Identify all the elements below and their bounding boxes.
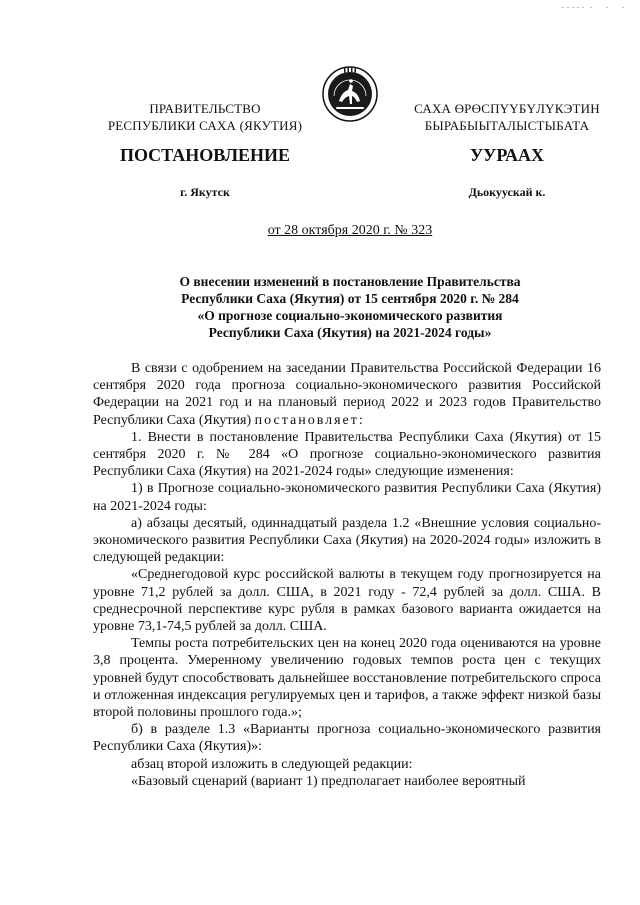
document-body — [93, 360, 601, 790]
paragraph-subitem-1: 1) в Прогнозе социально-экономического развития Республики Саха (Якутия) на 2021-2024 годы: — [93, 481, 601, 514]
header-left-russian — [100, 100, 310, 134]
paragraph-item-1: 1. Внести в постановление Правительства Республики Саха (Якутия) от 15 сентября 2020 г. № 284 «О прогнозе социально-экономического развития Республики Саха (Якутия) на 2021-2024 годы» следующие изменения: — [93, 429, 601, 480]
paragraph-base-scenario: «Базовый сценарий (вариант 1) предполагает наиболее вероятный — [131, 773, 526, 789]
header-left-line2: РЕСПУБЛИКИ САХА (ЯКУТИЯ) — [107, 118, 303, 133]
paragraph-subitem-b: б) в разделе 1.3 «Варианты прогноза социально-экономического развития Республики Саха (Якутия)»: — [93, 722, 601, 755]
doc-type-yakut: УУРААХ — [469, 145, 545, 165]
header-right-yakut — [392, 100, 622, 134]
header-left-line1: ПРАВИТЕЛЬСТВО — [149, 101, 261, 116]
title-line-3: «О прогнозе социально-экономического развития — [197, 308, 503, 323]
decree-date-number: от 28 октября 2020 г. № 323 — [267, 223, 433, 238]
paragraph-inflation-forecast: Темпы роста потребительских цен на конец 2020 года оцениваются на уровне 3,8 процента. Умеренному увеличению годовых темпов роста цен с текущих уровней будут способствовать дальнейшее восстановление потребительского спроса и отложенная индексация регулируемых цен и тарифов, а также эффект низкой базы второй половины прошлого года.»; — [93, 636, 601, 721]
preamble-text: В связи с одобрением на заседании Правительства Российской Федерации 16 сентября 2020 года прогноза социально-экономического развития Российской Федерации на 2021 год и на плановый период 2022 и 2023 годов Правительство Республики Саха (Якутия) — [93, 361, 601, 428]
paragraph-second-abzac: абзац второй изложить в следующей редакции: — [131, 756, 413, 772]
header-right-line1: САХА ӨРӨСПҮҮБҮЛҮКЭТИН — [414, 101, 600, 116]
document-title — [120, 273, 580, 341]
title-line-2: Республики Саха (Якутия) от 15 сентября 2020 г. № 284 — [181, 291, 519, 306]
coat-of-arms-icon — [322, 66, 378, 122]
scan-artifact-marks — [562, 6, 628, 10]
resolves-word: постановляет: — [254, 412, 365, 428]
title-line-4: Республики Саха (Якутия) на 2021-2024 годы» — [208, 325, 492, 340]
header-right-line2: БЫРАБЫЫТАЛЫСТЫБАТА — [424, 118, 590, 133]
city-russian: г. Якутск — [180, 185, 230, 199]
paragraph-subitem-a: а) абзацы десятый, одиннадцатый раздела 1.2 «Внешние условия социально-экономического развития Республики Саха (Якутия) на 2020-2024 годы» изложить в следующей редакции: — [93, 515, 601, 566]
city-yakut: Дьокуускай к. — [468, 185, 546, 199]
doc-type-russian: ПОСТАНОВЛЕНИЕ — [119, 145, 291, 165]
paragraph-preamble — [93, 360, 601, 429]
paragraph-currency-forecast: «Среднегодовой курс российской валюты в текущем году прогнозируется на уровне 71,2 рублей за долл. США, в 2021 году - 72,4 рублей за долл. США. В среднесрочной перспективе курс рубля в рамках базового варианта ожидается на уровне 73,1-74,5 рублей за долл. США. — [93, 567, 601, 635]
title-line-1: О внесении изменений в постановление Правительства — [179, 274, 521, 289]
